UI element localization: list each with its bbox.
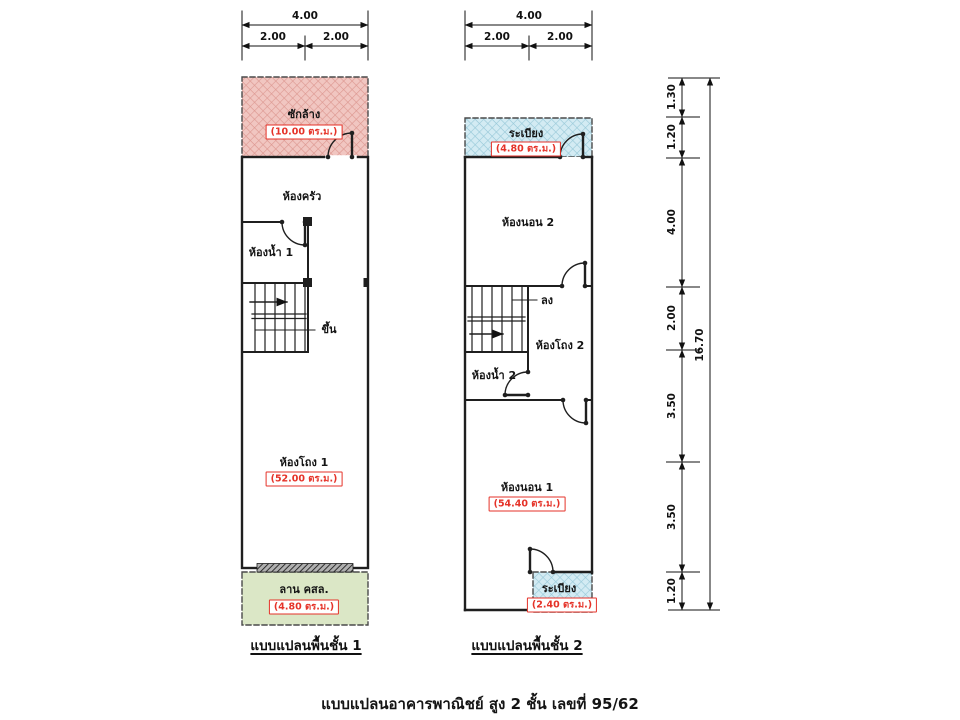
- bathroom1-label: ห้องน้ำ 1: [248, 246, 294, 259]
- floor1-width-right-label: 2.00: [323, 31, 349, 43]
- bedroom2-label: ห้องนอน 2: [501, 216, 555, 229]
- height-seg-5-label: 3.50: [666, 393, 678, 419]
- yard-area-badge: (4.80 ตร.ม.): [269, 600, 339, 615]
- floor1-plan: [242, 11, 369, 625]
- front-balcony-area-badge: (4.80 ตร.ม.): [491, 142, 561, 157]
- stair-down-label: ลง: [540, 294, 554, 307]
- height-seg-2-label: 1.20: [666, 124, 678, 150]
- bathroom2-label: ห้องน้ำ 2: [471, 369, 517, 382]
- height-seg-6-label: 3.50: [666, 504, 678, 530]
- height-dimension-column: [666, 78, 720, 610]
- height-seg-7-label: 1.20: [666, 578, 678, 604]
- floor2-width-right-label: 2.00: [547, 31, 573, 43]
- floor1-width-left-label: 2.00: [260, 31, 286, 43]
- laundry-label: ซักล้าง: [287, 108, 321, 121]
- hall2-label: ห้องโถง 2: [535, 339, 585, 352]
- rear-balcony-label: ระเบียง: [541, 582, 577, 595]
- sheet-title: แบบแปลนอาคารพาณิชย์ สูง 2 ชั้น เลขที่ 95/62: [321, 695, 639, 713]
- hall1-area-badge: (52.00 ตร.ม.): [266, 472, 343, 487]
- floor1-caption: แบบแปลนพื้นชั้น 1: [250, 638, 362, 654]
- front-balcony-label: ระเบียง: [508, 127, 544, 140]
- floor1-width-total-label: 4.00: [292, 10, 318, 22]
- yard-label: ลาน คสล.: [279, 583, 329, 596]
- height-seg-1-label: 1.30: [666, 84, 678, 110]
- height-seg-4-label: 2.00: [666, 305, 678, 331]
- height-total-label: 16.70: [694, 328, 706, 362]
- laundry-area-badge: (10.00 ตร.ม.): [266, 125, 343, 140]
- bedroom1-area-badge: (54.40 ตร.ม.): [489, 497, 566, 512]
- floor1-sliding-door: [257, 564, 353, 573]
- floor2-plan: [465, 11, 592, 612]
- kitchen-label: ห้องครัว: [282, 190, 322, 203]
- floor2-width-total-label: 4.00: [516, 10, 542, 22]
- bedroom1-label: ห้องนอน 1: [500, 481, 554, 494]
- rear-balcony-area-badge: (2.40 ตร.ม.): [527, 598, 597, 613]
- hall1-label: ห้องโถง 1: [279, 456, 329, 469]
- floor2-width-left-label: 2.00: [484, 31, 510, 43]
- height-seg-3-label: 4.00: [666, 209, 678, 235]
- floor2-caption: แบบแปลนพื้นชั้น 2: [471, 638, 583, 654]
- stair-up-label: ขึ้น: [321, 323, 337, 336]
